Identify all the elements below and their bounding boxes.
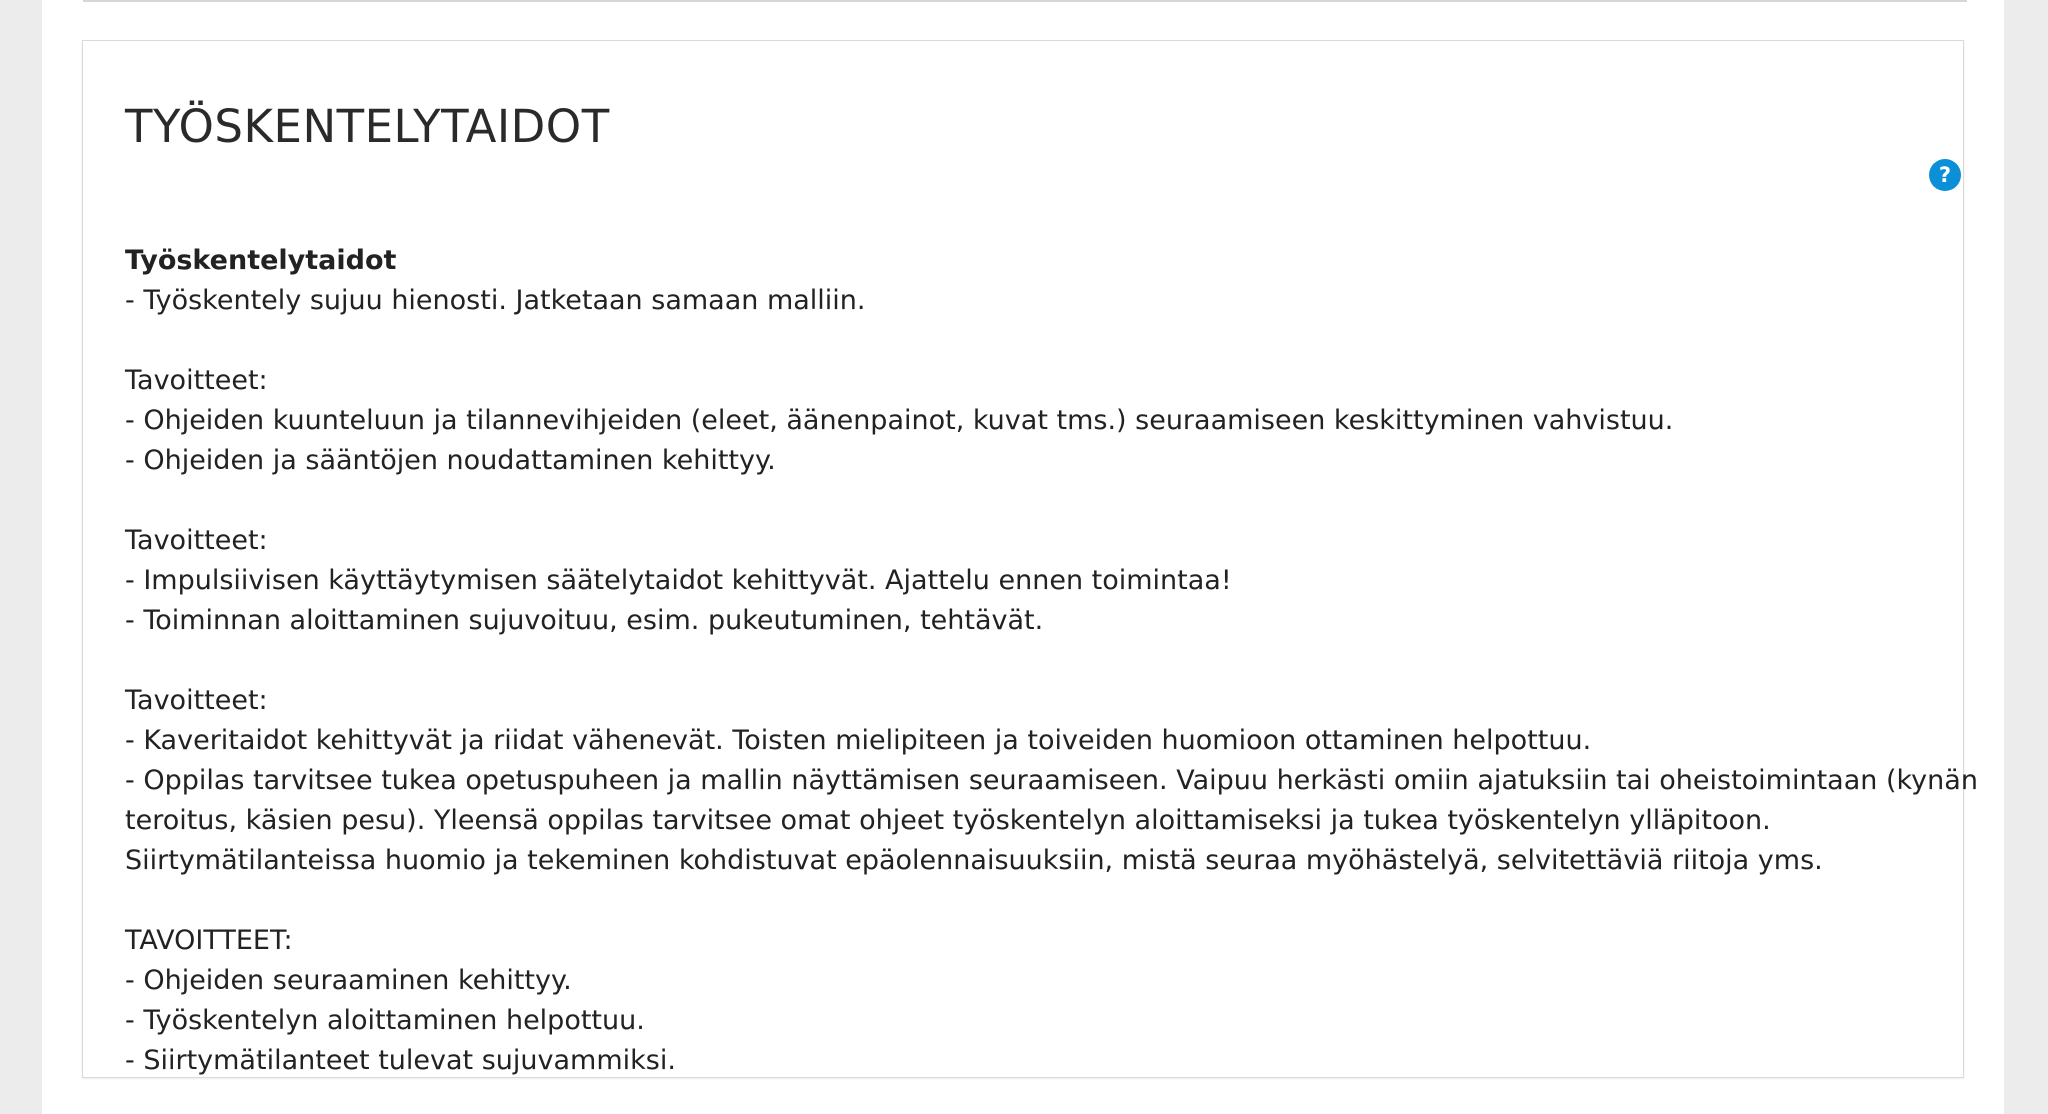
text-line: - Ohjeiden kuunteluun ja tilannevihjeiden (eleet, äänenpainot, kuvat tms.) seuraamiseen keskittyminen vahvistuu. <box>125 405 1674 436</box>
text-line: - Toiminnan aloittaminen sujuvoituu, esim. pukeutuminen, tehtävät. <box>125 605 1044 636</box>
section-title: TYÖSKENTELYTAIDOT <box>125 100 610 153</box>
top-divider <box>83 0 1967 2</box>
blank-line <box>125 881 1985 921</box>
text-line: - Työskentelyn aloittaminen helpottuu. <box>125 1005 645 1036</box>
text-line: - Ohjeiden seuraaminen kehittyy. <box>125 965 572 996</box>
text-line: Tavoitteet: <box>125 685 268 716</box>
text-line: - Oppilas tarvitsee tukea opetuspuheen ja mallin näyttämisen seuraamiseen. Vaipuu herkästi omiin ajatuksiin tai oheistoimintaan (kynän teroitus, käsien pesu). Yleensä oppilas tarvitsee omat ohjeet työskentelyn aloittamiseksi ja tukea työskentelyn ylläpitoon. Siirtymätilanteissa huomio ja tekeminen kohdistuvat epäolennaisuuksiin, mistä seuraa myöhästelyä, selvitettäviä riitoja yms. <box>125 765 1978 876</box>
subheading: Työskentelytaidot <box>125 245 397 276</box>
text-line: TAVOITTEET: <box>125 925 293 956</box>
blank-line <box>125 481 1985 521</box>
text-line: - Ohjeiden ja sääntöjen noudattaminen kehittyy. <box>125 445 776 476</box>
text-line: - Siirtymätilanteet tulevat sujuvammiksi. <box>125 1045 676 1076</box>
blank-line <box>125 321 1985 361</box>
section-card <box>82 40 1978 1078</box>
text-line: - Kaveritaidot kehittyvät ja riidat vähenevät. Toisten mielipiteen ja toiveiden huomioon ottaminen helpottuu. <box>125 725 1592 756</box>
text-line: - Impulsiivisen käyttäytymisen säätelytaidot kehittyvät. Ajattelu ennen toimintaa! <box>125 565 1232 596</box>
page-body <box>42 0 2004 1114</box>
text-line: Tavoitteet: <box>125 525 268 556</box>
help-icon[interactable]: ? <box>1929 159 1961 191</box>
blank-line <box>125 641 1985 681</box>
section-content <box>125 241 1985 1081</box>
text-line: Tavoitteet: <box>125 365 268 396</box>
text-line: - Työskentely sujuu hienosti. Jatketaan samaan malliin. <box>125 285 866 316</box>
